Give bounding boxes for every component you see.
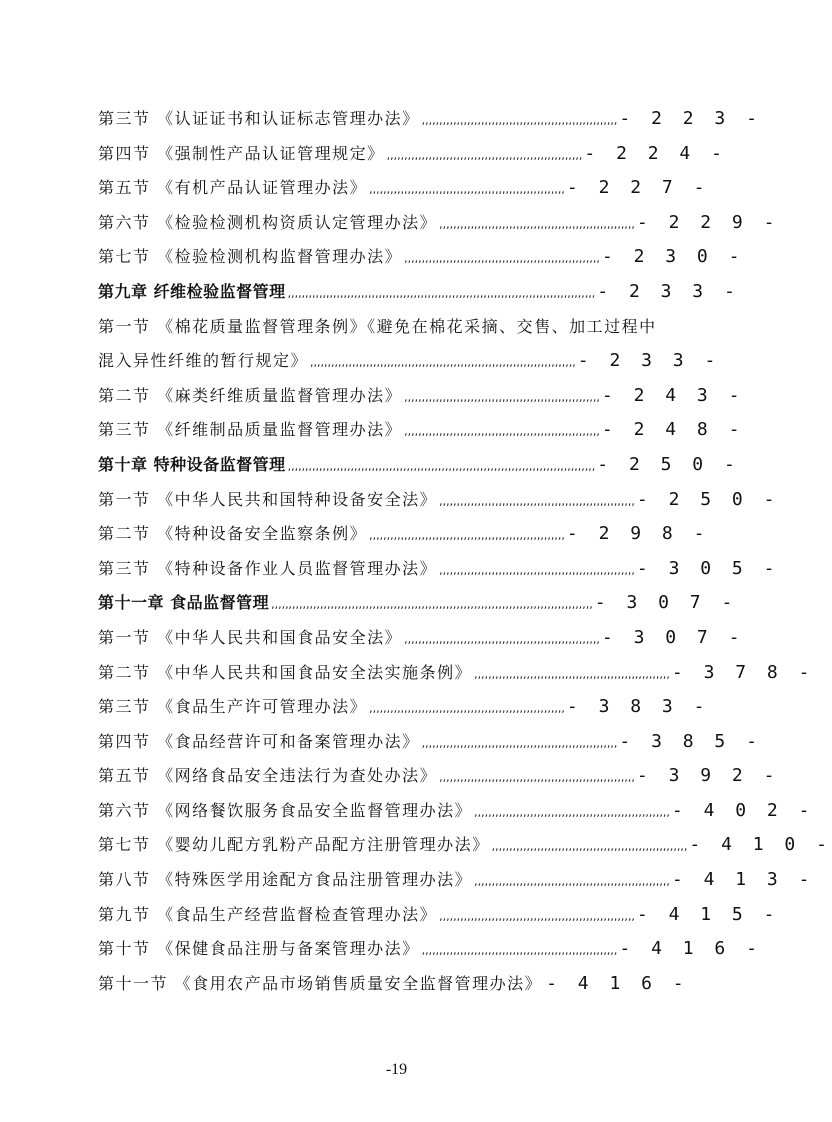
toc-chapter-entry[interactable]: [98, 275, 740, 310]
toc-leader-dots: ,,,,,,,,,,,,,,,,,,,,,,,,,,,,,,,,,,,,,,,,,,,,,,,,,,,,,,,,: [386, 148, 583, 162]
toc-page-number: - 2 2 3 -: [619, 108, 762, 129]
toc-page-number: - 2 2 7 -: [566, 177, 710, 199]
toc-leader-dots: ,,,,,,,,,,,,,,,,,,,,,,,,,,,,,,,,,,,,,,,,,,,,,,,,,,,,,,,,: [421, 736, 618, 750]
toc-leader-dots: ,,,,,,,,,,,,,,,,,,,,,,,,,,,,,,,,,,,,,,,,,,,,,,,,,,,,,,,,: [369, 183, 565, 197]
toc-leader-dots: ,,,,,,,,,,,,,,,,,,,,,,,,,,,,,,,,,,,,,,,,,,,,,,,,,,,,,,,,,,,,,,,,,,,,,,,,,,,,,,,,,,,,,,,,: [287, 459, 596, 473]
toc-entry-label: 第七节 《婴幼儿配方乳粉产品配方注册管理办法》: [98, 835, 490, 855]
toc-page-number: - 3 0 5 -: [636, 557, 780, 579]
toc-section-entry[interactable]: [98, 240, 745, 275]
toc-leader-dots: ,,,,,,,,,,,,,,,,,,,,,,,,,,,,,,,,,,,,,,,,,,,,,,,,,,,,,,,,: [369, 702, 565, 716]
toc-page-number: - 3 8 5 -: [619, 730, 762, 752]
toc-section-entry[interactable]: [98, 863, 815, 898]
toc-chapter-entry[interactable]: [98, 586, 738, 621]
toc-leader-dots: ,,,,,,,,,,,,,,,,,,,,,,,,,,,,,,,,,,,,,,,,,,,,,,,,,,,,,,,,: [404, 425, 600, 439]
toc-page-number: - 2 5 0 -: [636, 488, 780, 510]
toc-page-number: - 2 4 8 -: [601, 419, 745, 441]
toc-page-number: - 2 4 3 -: [601, 384, 745, 406]
toc-leader-dots: ,,,,,,,,,,,,,,,,,,,,,,,,,,,,,,,,,,,,,,,,,,,,,,,,,,,,,,,,: [439, 771, 635, 785]
toc-entry-label: 第一节 《中华人民共和国食品安全法》: [98, 627, 403, 647]
toc-page-number: - 2 3 0 -: [601, 246, 745, 268]
toc-page-number: - 2 2 4 -: [584, 142, 727, 164]
toc-entry-label: 第九章 纤维检验监督管理: [98, 281, 286, 301]
toc-page-number: - 2 2 9 -: [636, 211, 780, 233]
toc-entry-label: 第五节 《有机产品认证管理办法》: [98, 178, 368, 198]
toc-section-entry[interactable]: [98, 725, 762, 760]
toc-entry-label: 第九节 《食品生产经营监督检查管理办法》: [98, 904, 438, 924]
toc-section-entry[interactable]: [98, 517, 710, 552]
toc-page-number: - 4 1 0 -: [689, 834, 832, 856]
toc-section-entry[interactable]: [98, 690, 710, 725]
toc-leader-dots: ,,,,,,,,,,,,,,,,,,,,,,,,,,,,,,,,,,,,,,,,,,,,,,,,,,,,,,,,: [439, 494, 635, 508]
toc-entry-label: 第一节 《棉花质量监督管理条例》《避免在棉花采摘、交售、加工过程中: [98, 316, 657, 336]
toc-page-number: - 2 3 3 -: [577, 350, 721, 372]
toc-leader-dots: ,,,,,,,,,,,,,,,,,,,,,,,,,,,,,,,,,,,,,,,,,,,,,,,,,,,,,,,,: [404, 390, 600, 404]
toc-page-number: - 4 1 5 -: [636, 903, 780, 925]
toc-entry-label: 第十一章 食品监督管理: [98, 593, 270, 613]
toc-section-entry[interactable]: [98, 967, 689, 1002]
toc-leader-dots: ,,,,,,,,,,,,,,,,,,,,,,,,,,,,,,,,,,,,,,,,,,,,,,,,,,,,,,,,: [491, 840, 688, 854]
table-of-contents: [98, 102, 832, 1001]
toc-page-number: - 3 7 8 -: [671, 661, 815, 683]
toc-section-entry[interactable]: [98, 137, 727, 172]
toc-section-entry[interactable]: [98, 379, 745, 414]
page-number: -19: [385, 1061, 408, 1078]
toc-entry-label: 第三节 《食品生产许可管理办法》: [98, 697, 368, 717]
toc-section-entry[interactable]: [98, 932, 762, 967]
toc-leader-dots: ,,,,,,,,,,,,,,,,,,,,,,,,,,,,,,,,,,,,,,,,,,,,,,,,,,,,,,,,: [369, 529, 565, 543]
toc-leader-dots: ,,,,,,,,,,,,,,,,,,,,,,,,,,,,,,,,,,,,,,,,,,,,,,,,,,,,,,,,: [474, 875, 670, 889]
toc-page-number: - 3 0 7 -: [594, 592, 738, 614]
toc-entry-label: 混入异性纤维的暂行规定》: [98, 351, 309, 371]
toc-entry-label: 第十一节 《食用农产品市场销售质量安全监督管理办法》: [98, 973, 543, 993]
toc-leader-dots: ,,,,,,,,,,,,,,,,,,,,,,,,,,,,,,,,,,,,,,,,,,,,,,,,,,,,,,,,: [439, 217, 635, 231]
toc-leader-dots: ,,,,,,,,,,,,,,,,,,,,,,,,,,,,,,,,,,,,,,,,,,,,,,,,,,,,,,,,,,,,,,,,,,,,,,,,,,,,,,,,,,,,,,,,: [287, 286, 596, 300]
toc-entry-label: 第四节 《强制性产品认证管理规定》: [98, 143, 385, 163]
toc-leader-dots: ,,,,,,,,,,,,,,,,,,,,,,,,,,,,,,,,,,,,,,,,,,,,,,,,,,,,,,,,,,,,,,,,,,,,,,,,,,,,,,,,,,,,,,,,,,,,: [271, 598, 593, 612]
toc-leader-dots: ,,,,,,,,,,,,,,,,,,,,,,,,,,,,,,,,,,,,,,,,,,,,,,,,,,,,,,,,: [421, 114, 618, 127]
toc-entry-label: 第三节 《特种设备作业人员监督管理办法》: [98, 558, 438, 578]
toc-section-entry[interactable]: [98, 102, 762, 137]
toc-entry-label: 第十章 特种设备监督管理: [98, 454, 286, 474]
toc-section-entry[interactable]: [98, 898, 780, 933]
toc-leader-dots: ,,,,,,,,,,,,,,,,,,,,,,,,,,,,,,,,,,,,,,,,,,,,,,,,,,,,,,,,: [421, 944, 618, 958]
toc-section-entry[interactable]: [98, 828, 832, 863]
toc-entry-label: 第一节 《中华人民共和国特种设备安全法》: [98, 489, 438, 509]
toc-page-number: - 2 5 0 -: [597, 453, 740, 475]
toc-entry-label: 第十节 《保健食品注册与备案管理办法》: [98, 939, 420, 959]
toc-section-entry[interactable]: [98, 483, 780, 518]
toc-leader-dots: ,,,,,,,,,,,,,,,,,,,,,,,,,,,,,,,,,,,,,,,,,,,,,,,,,,,,,,,,: [404, 632, 600, 646]
toc-section-entry[interactable]: [98, 759, 780, 794]
toc-leader-dots: ,,,,,,,,,,,,,,,,,,,,,,,,,,,,,,,,,,,,,,,,,,,,,,,,,,,,,,,,: [474, 667, 670, 681]
toc-leader-dots: ,,,,,,,,,,,,,,,,,,,,,,,,,,,,,,,,,,,,,,,,,,,,,,,,,,,,,,,,: [404, 252, 600, 266]
toc-entry-label: 第二节 《特种设备安全监察条例》: [98, 524, 368, 544]
toc-page-number: - 4 1 6 -: [546, 972, 689, 994]
toc-leader-dots: ,,,,,,,,,,,,,,,,,,,,,,,,,,,,,,,,,,,,,,,,,,,,,,,,,,,,,,,,: [474, 805, 670, 819]
toc-page-number: - 4 1 6 -: [619, 938, 762, 960]
toc-section-entry[interactable]: [98, 656, 815, 691]
toc-chapter-entry[interactable]: [98, 448, 740, 483]
toc-entry-label: 第五节 《网络食品安全违法行为查处办法》: [98, 766, 438, 786]
toc-page-number: - 4 1 3 -: [671, 869, 815, 891]
toc-page-number: - 3 9 2 -: [636, 765, 780, 787]
toc-section-entry[interactable]: [98, 621, 745, 656]
toc-section-entry[interactable]: [98, 552, 780, 587]
toc-page-number: - 2 3 3 -: [597, 280, 740, 302]
toc-entry-label: 第七节 《检验检测机构监督管理办法》: [98, 247, 403, 267]
toc-section-entry[interactable]: [98, 206, 780, 241]
toc-entry-label: 第二节 《麻类纤维质量监督管理办法》: [98, 385, 403, 405]
toc-section-entry[interactable]: [98, 310, 721, 379]
toc-page-number: - 4 0 2 -: [671, 799, 815, 821]
toc-entry-label: 第六节 《检验检测机构资质认定管理办法》: [98, 212, 438, 232]
toc-entry-label: 第三节 《纤维制品质量监督管理办法》: [98, 420, 403, 440]
toc-leader-dots: ,,,,,,,,,,,,,,,,,,,,,,,,,,,,,,,,,,,,,,,,,,,,,,,,,,,,,,,,,,,,,,,,,,,,,,,,,,,,: [310, 356, 576, 370]
toc-section-entry[interactable]: [98, 171, 710, 206]
toc-section-entry[interactable]: [98, 794, 815, 829]
toc-leader-dots: ,,,,,,,,,,,,,,,,,,,,,,,,,,,,,,,,,,,,,,,,,,,,,,,,,,,,,,,,: [439, 909, 635, 923]
toc-entry-label: 第四节 《食品经营许可和备案管理办法》: [98, 731, 420, 751]
toc-leader-dots: ,,,,,,,,,,,,,,,,,,,,,,,,,,,,,,,,,,,,,,,,,,,,,,,,,,,,,,,,: [439, 563, 635, 577]
toc-section-entry[interactable]: [98, 413, 745, 448]
toc-entry-label: 第三节 《认证证书和认证标志管理办法》: [98, 109, 420, 128]
toc-entry-label: 第二节 《中华人民共和国食品安全法实施条例》: [98, 662, 473, 682]
toc-entry-label: 第八节 《特殊医学用途配方食品注册管理办法》: [98, 870, 473, 890]
toc-page-number: - 3 0 7 -: [601, 626, 745, 648]
toc-page-number: - 2 9 8 -: [566, 523, 710, 545]
toc-entry-label: 第六节 《网络餐饮服务食品安全监督管理办法》: [98, 800, 473, 820]
toc-page-number: - 3 8 3 -: [566, 696, 710, 718]
